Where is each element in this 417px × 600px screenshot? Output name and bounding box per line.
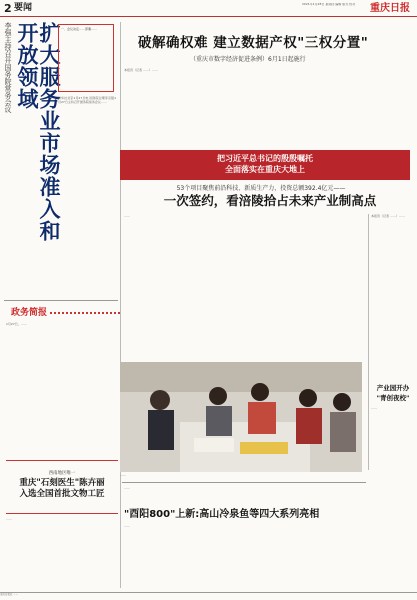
red-banner <box>120 150 410 180</box>
main-body: 本报讯（记者 ……）…… <box>124 68 158 72</box>
lead-kicker: 一、会议决定……部署…… <box>61 27 98 31</box>
date-line: 2021年1月28日 星期四 编辑 版式 校对 <box>302 3 356 6</box>
feature-body: …… <box>124 214 130 218</box>
photo-illustration <box>120 362 362 472</box>
story2-headline-box <box>6 460 118 514</box>
header-rule <box>0 16 417 17</box>
photo-caption: …… <box>120 473 126 477</box>
section-title: 要闻 <box>14 3 33 13</box>
feature-kicker: 53个项目聚焦前沿科技、新质生产力，投资总额392.4亿元—— <box>176 185 346 192</box>
side-headline-1: 产业园开办 <box>376 384 410 392</box>
story2-headline-1: 重庆"石刻医生"陈卉丽 <box>19 478 105 488</box>
page-footer: 重庆日报社 …… <box>0 592 417 600</box>
column-divider <box>120 22 121 588</box>
story2-headline-2: 入选全国首批文物工匠 <box>19 489 105 499</box>
news-photo <box>120 362 362 472</box>
lead-kicker-box <box>58 24 114 92</box>
lead-body: 新华社北京1月27日电 国务院总理李克强1月27日主持召开国务院常务会议…… <box>58 96 116 105</box>
lead-divider <box>4 300 118 301</box>
bottom-headline: "酉阳800"上新:高山冷泉鱼等四大系列亮相 <box>124 509 320 520</box>
page-number: 2 <box>4 2 12 15</box>
caption-continuation: …… <box>124 486 130 490</box>
lead-subhead: 李强主持召开国务院常务会议 <box>4 22 12 113</box>
briefs-body: 1月27日，…… <box>6 322 27 326</box>
side-headline-2: "青创夜校" <box>376 394 410 402</box>
briefs-decoration <box>50 312 120 314</box>
feature-headline: 一次签约，看涪陵拾占未来产业制高点 <box>163 193 377 208</box>
lead-headline: 扩大服务业市场准入和开放领域 <box>15 22 61 242</box>
main-headline: 破解确权难 建立数据产权"三权分置" <box>138 35 369 51</box>
bottom-divider <box>122 482 366 483</box>
newspaper-logo: 重庆日报 <box>370 3 410 14</box>
side-body: …… <box>371 406 377 410</box>
banner-line-1: 把习近平总书记的殷殷嘱托 <box>217 154 313 163</box>
side-column-divider <box>368 214 369 470</box>
briefs-title: 政务简报 <box>11 308 48 318</box>
main-subhead: （重庆市数字经济促进条例）6月1日起施行 <box>190 56 306 63</box>
story2-kicker: 西南地区唯一 <box>48 471 76 476</box>
bottom-body: …… <box>124 524 130 528</box>
banner-line-2: 全面落实在重庆大地上 <box>225 165 305 174</box>
right-column-body: 本报讯（记者 ……）…… <box>371 214 405 218</box>
story2-body: …… <box>6 517 12 521</box>
